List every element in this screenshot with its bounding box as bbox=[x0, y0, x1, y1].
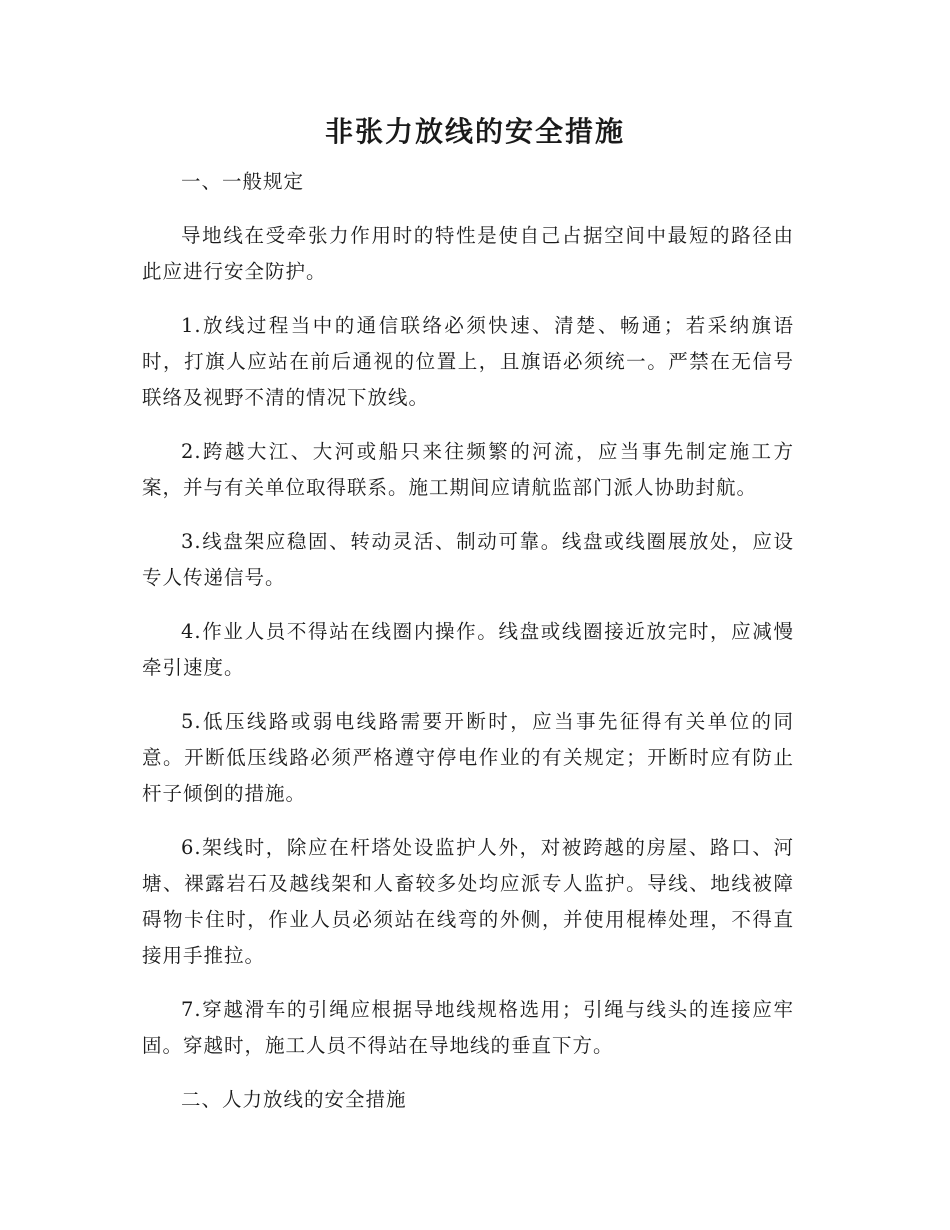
rule-item-7: 7.穿越滑车的引绳应根据导地线规格选用；引绳与线头的连接应牢固。穿越时，施工人员不得站在导地线的垂直下方。 bbox=[142, 998, 794, 1057]
rule-item-6: 6.架线时，除应在杆塔处设监护人外，对被跨越的房屋、路口、河塘、裸露岩石及越线架和人畜较多处均应派专人监护。导线、地线被障碍物卡住时，作业人员必须站在线弯的外侧，并使用棍棒处理，不得直接用手推拉。 bbox=[142, 836, 794, 967]
rule-item-1: 1.放线过程当中的通信联络必须快速、清楚、畅通；若采纳旗语时，打旗人应站在前后通视的位置上，且旗语必须统一。严禁在无信号联络及视野不清的情况下放线。 bbox=[142, 314, 794, 409]
document-title: 非张力放线的安全措施 bbox=[324, 115, 625, 148]
rule-item-3: 3.线盘架应稳固、转动灵活、制动可靠。线盘或线圈展放处，应设专人传递信号。 bbox=[142, 530, 794, 589]
intro-paragraph: 导地线在受牵张力作用时的特性是使自己占据空间中最短的路径由此应进行安全防护。 bbox=[142, 224, 794, 283]
section-heading-manual-stringing: 二、人力放线的安全措施 bbox=[181, 1088, 407, 1111]
section-heading-general-rules: 一、一般规定 bbox=[181, 170, 305, 193]
rule-item-5: 5.低压线路或弱电线路需要开断时，应当事先征得有关单位的同意。开断低压线路必须严格遵守停电作业的有关规定；开断时应有防止杆子倾倒的措施。 bbox=[142, 710, 794, 805]
rule-item-2: 2.跨越大江、大河或船只来往频繁的河流，应当事先制定施工方案，并与有关单位取得联系。施工期间应请航监部门派人协助封航。 bbox=[142, 440, 794, 499]
rule-item-4: 4.作业人员不得站在线圈内操作。线盘或线圈接近放完时，应减慢牵引速度。 bbox=[142, 620, 794, 679]
